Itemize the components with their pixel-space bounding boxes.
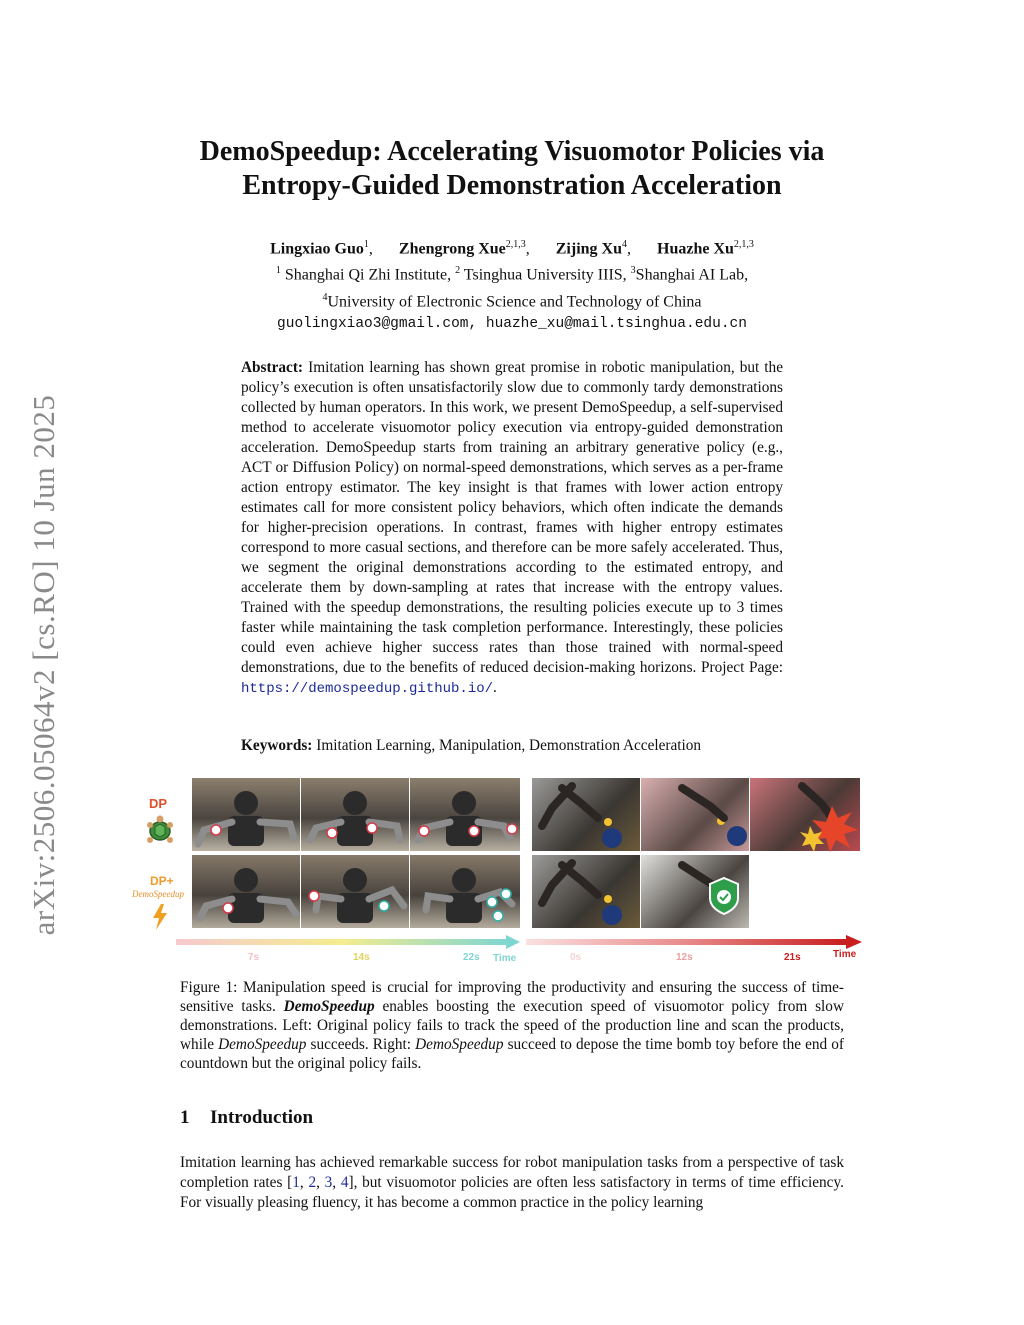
keywords-text: Imitation Learning, Manipulation, Demonstration Acceleration [316,737,702,754]
project-page-link[interactable]: https://demospeedup.github.io/ [241,681,494,697]
section-number: 1 [180,1107,190,1128]
left-time-7s: 7s [248,952,260,963]
bomb-overlay-right [532,778,860,928]
left-time-axis: Time [493,953,517,964]
author-list: Lingxiao Guo$^1$, Zhengrong Xue$^{2,1,3}$, Zijing Xu$^4$, Huazhe Xu$^{2,1,3}$ [270,239,754,258]
author-name: Zhengrong Xue [398,240,506,258]
left-time-14s: 14s [353,952,370,963]
title-line-2: Entropy-Guided Demonstration Acceleration [242,170,782,201]
keywords [241,736,783,756]
section-title: Introduction [210,1107,314,1128]
section-heading [180,1107,313,1129]
author-emails: guolingxiao3@gmail.com, huazhe_xu@mail.tsinghua.edu.cn [277,315,747,332]
dp-plus-row-label: DP+ [150,874,174,888]
demospeedup-sub-label: DemoSpeedup [132,889,184,899]
abstract-text: Imitation learning has shown great promise in robotic manipulation, but the policy’s execution is often unsatisfactorily slow due to commonly tardy demonstrations collected by human operators. In this work, we present DemoSpeedup, a self-supervised method to accelerate visuomotor policy execution via entropy-guided demonstration acceleration. DemoSpeedup starts from training an arbitrary generative policy (e.g., ACT or Diffusion Policy) on normal-speed demonstrations, which serves as a per-frame action entropy estimator. The key insight is that frames with lower action entropy estimates call for more consistent policy behaviors, which often indicate the demands for higher-precision operations. In contrast, frames with higher entropy estimates correspond to more casual sections, and therefore can be more safely accelerated. Thus, we segment the original demonstrations according to the estimated entropy, and accelerate them by down-sampling at rates that increase with the entropy values. Trained with the speedup demonstrations, the resulting policies execute up to 3 times faster while maintaining the task completion performance. Interestingly, these policies could even achieve higher success rates than those trained with normal-speed demonstrations, due to the benefits of reduced decision-making horizons. Project Page: [241,359,784,676]
author-name: Lingxiao Guo [270,240,364,258]
figure-1 [132,772,868,968]
figure-caption: Figure 1: Manipulation speed is crucial for improving the productivity and ensuring the success of time-sensitive tasks. DemoSpeedup enables boosting the execution speed of visuomotor policy from slow demonstrations. Left: Original policy fails to track the speed of the production line and scan the products, while DemoSpeedup succeeds. Right: DemoSpeedup succeed to depose the time bomb toy before the end of countdown but the original policy fails. [180,979,844,1072]
citation-link[interactable]: 3 [324,1174,333,1191]
affiliation-line-1: $^1$ Shanghai Qi Zhi Institute, $^2$ Tsinghua University IIIS, $^3$Shanghai AI Lab, [275,265,749,284]
author-name: Huazhe Xu [657,240,734,258]
turtle-icon [146,814,174,846]
title-line-1: DemoSpeedup: Accelerating Visuomotor Policies via [199,136,825,167]
lightning-icon [152,904,168,930]
citation-link[interactable]: 1 [292,1174,300,1191]
intro-paragraph: Imitation learning has achieved remarkable success for robot manipulation tasks from a perspective of task completion rates [1, 2, 3, 4], but visuomotor policies are often less satisfactory in terms of time efficiency. For visually pleasing fluency, it has become a common practice in the policy learning [180,1154,844,1211]
citation-link[interactable]: 2 [308,1174,317,1191]
paper-title [150,135,874,203]
timeline-arrows [176,932,868,966]
affiliation-line-2: $^4$University of Electronic Science and Technology of China [322,291,702,310]
right-time-21s: 21s [784,952,801,963]
citation-link[interactable]: 4 [340,1174,349,1191]
arxiv-id: arXiv:2506.05064v2 [cs.RO] 10 Jun 2025 [26,394,61,936]
arxiv-sidebar [20,370,68,960]
abstract-label: Abstract: [241,359,304,376]
right-time-12s: 12s [676,952,693,963]
dp-row-label: DP [149,796,168,811]
keywords-label: Keywords: [241,737,313,754]
author-name: Zijing Xu [555,240,622,258]
left-time-22s: 22s [463,952,480,963]
right-time-axis: Time [833,949,857,960]
abstract: Abstract: Imitation learning has shown great promise in robotic manipulation, but the policy’s execution is often unsatisfactorily slow due to commonly tardy demonstrations collected by human operators. In this work, we present DemoSpeedup, a self-supervised method to accelerate visuomotor policy execution via entropy-guided demonstration acceleration. DemoSpeedup starts from training an arbitrary generative policy (e.g., ACT or Diffusion Policy) on normal-speed demonstrations, which serves as a per-frame action entropy estimator. The key insight is that frames with lower action entropy estimates call for more consistent policy behaviors, which often indicate the demands for higher-precision operations. In contrast, frames with higher entropy estimates correspond to more casual sections, and therefore can be more safely accelerated. Thus, we segment the original demonstrations according to the estimated entropy, and accelerate them by down-sampling at rates that increase with the entropy values. Trained with the speedup demonstrations, the resulting policies execute up to 3 times faster while maintaining the task completion performance. Interestingly, these policies could even achieve higher success rates than those trained with normal-speed demonstrations, due to the benefits of reduced decision-making horizons. Project Page: https://demospeedup.github.io/. [241,359,784,697]
right-time-0s: 0s [570,952,582,963]
author-block [150,234,874,335]
robot-overlay-left [192,778,520,928]
